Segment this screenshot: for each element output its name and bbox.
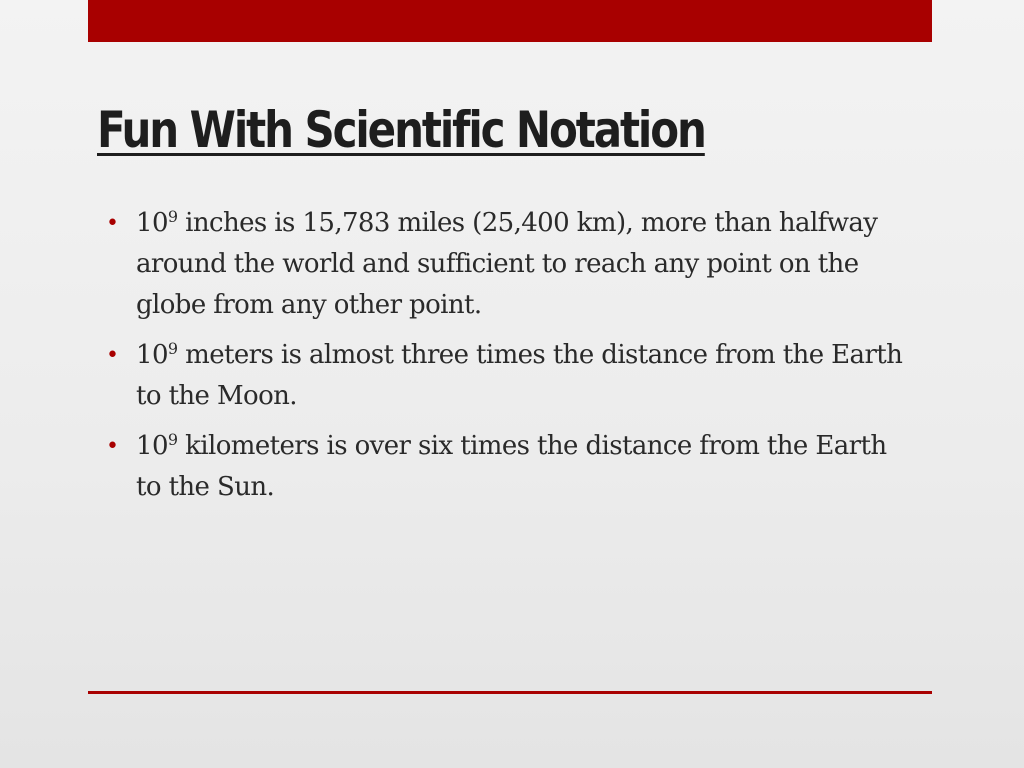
bullet-item — [104, 335, 914, 417]
power-base: 10 — [136, 208, 168, 238]
top-accent-bar — [88, 0, 932, 42]
slide-title: Fun With Scientific Notation — [97, 101, 705, 159]
bullet-icon: • — [106, 211, 119, 236]
bullet-icon: • — [106, 434, 119, 459]
bullet-body: meters is almost three times the distance from the Earth to the Moon. — [136, 340, 903, 411]
bullet-body: kilometers is over six times the distance from the Earth to the Sun. — [136, 431, 887, 502]
bullet-item — [104, 203, 914, 326]
power-exponent: 9 — [167, 430, 178, 449]
power-exponent: 9 — [167, 339, 178, 358]
power-base: 10 — [136, 340, 168, 370]
bullet-icon: • — [106, 343, 119, 368]
power-base: 10 — [136, 431, 168, 461]
bullet-body: inches is 15,783 miles (25,400 km), more than halfway around the world and sufficient to reach any point on the globe from any other point. — [136, 208, 878, 320]
bullet-item — [104, 426, 914, 508]
power-exponent: 9 — [167, 207, 178, 226]
bottom-divider — [88, 691, 932, 694]
bullet-list — [104, 203, 914, 517]
bullet-text — [136, 208, 877, 320]
bullet-text — [136, 340, 902, 411]
bullet-text — [136, 431, 886, 502]
